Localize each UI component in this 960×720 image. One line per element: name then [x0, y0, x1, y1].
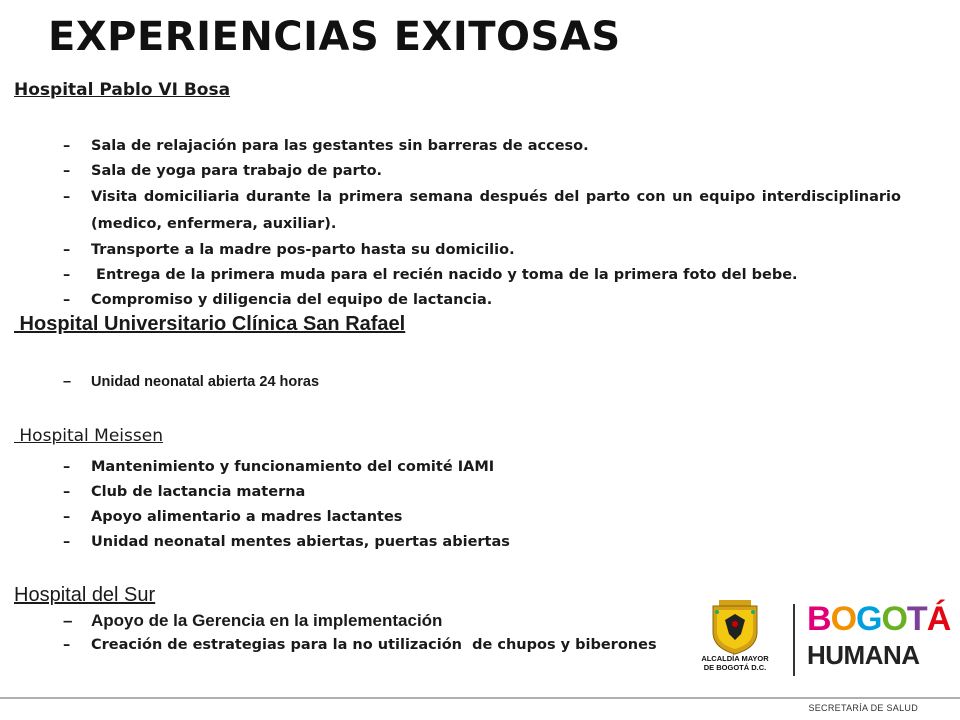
bullet-dash: –	[63, 534, 71, 550]
bullet-dash: –	[63, 267, 71, 283]
list-item: – Apoyo de la Gerencia en la implementación	[63, 608, 657, 633]
bullet-dash: –	[63, 509, 71, 525]
list-item: – Club de lactancia materna	[63, 480, 510, 505]
list-hospital-del-sur	[63, 608, 657, 658]
coat-of-arms-icon	[695, 598, 775, 690]
list-item: – Unidad neonatal abierta 24 horas	[63, 370, 319, 395]
section-heading-meissen: Hospital Meissen	[14, 426, 163, 446]
list-item: – Transporte a la madre pos-parto hasta su domicilio.	[63, 238, 901, 263]
bullet-dash: –	[63, 242, 71, 258]
list-item: – Apoyo alimentario a madres lactantes	[63, 505, 510, 530]
list-item: – Sala de yoga para trabajo de parto.	[63, 159, 901, 184]
section-heading-pablo-vi-bosa: Hospital Pablo VI Bosa	[14, 80, 231, 100]
list-item: – Visita domiciliaria durante la primera semana después del parto con un equipo interdisciplinario (medico, enfermera, auxiliar).	[63, 184, 901, 238]
list-item: – Mantenimiento y funcionamiento del comité IAMI	[63, 455, 510, 480]
bullet-dash: –	[63, 374, 72, 390]
section-heading-hospital-del-sur: Hospital del Sur	[14, 584, 156, 606]
list-item: – Unidad neonatal mentes abiertas, puertas abiertas	[63, 530, 510, 555]
logo-divider	[793, 604, 795, 676]
list-item: – Creación de estrategias para la no utilización de chupos y biberones	[63, 633, 657, 658]
bullet-dash: –	[63, 292, 71, 308]
bullet-dash: –	[63, 163, 71, 179]
list-meissen	[63, 455, 510, 555]
bullet-dash: –	[63, 637, 71, 653]
humana-wordmark: HUMANA	[807, 640, 920, 670]
footer-label: SECRETARÍA DE SALUD	[808, 703, 918, 713]
list-san-rafael	[63, 370, 319, 395]
list-item: – Compromiso y diligencia del equipo de lactancia.	[63, 288, 901, 313]
list-pablo-vi-bosa	[63, 134, 901, 313]
bullet-dash: –	[63, 459, 71, 475]
footer-divider	[0, 697, 960, 699]
list-item: – Entrega de la primera muda para el recién nacido y toma de la primera foto del bebe.	[63, 263, 901, 288]
bogota-wordmark: BOGOTÁ	[807, 600, 951, 638]
bullet-dash: –	[63, 484, 71, 500]
bullet-dash: –	[63, 189, 71, 205]
page-title: EXPERIENCIAS EXITOSAS	[48, 14, 621, 60]
alcaldia-label: ALCALDÍA MAYOR DE BOGOTÁ D.C.	[701, 654, 769, 672]
list-item: – Sala de relajación para las gestantes sin barreras de acceso.	[63, 134, 901, 159]
bullet-dash: –	[63, 138, 71, 154]
section-heading-san-rafael: Hospital Universitario Clínica San Rafael	[14, 313, 406, 335]
logo-block	[695, 598, 951, 690]
bullet-dash: –	[63, 611, 73, 630]
